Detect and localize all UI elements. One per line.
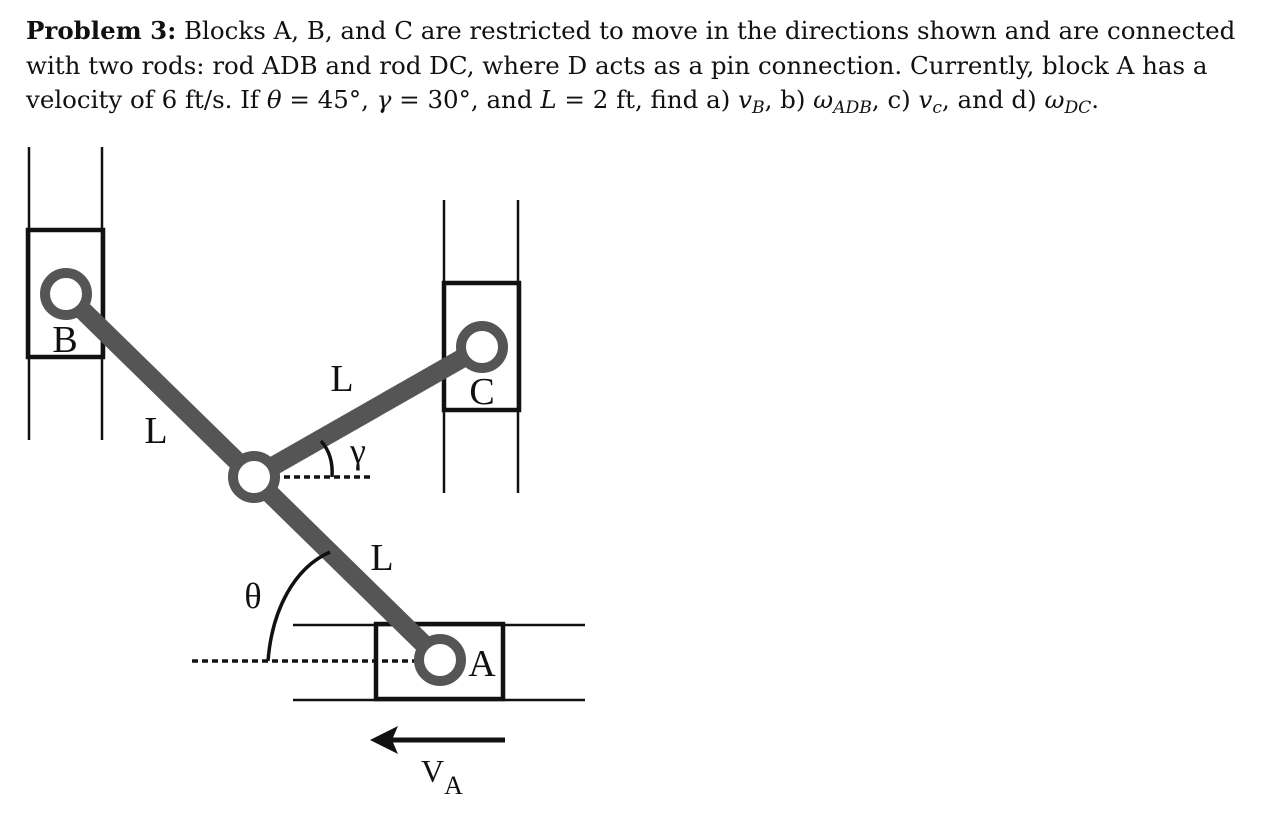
vb-symbol: v <box>738 85 752 114</box>
velocity-label <box>421 753 463 800</box>
theta-symbol: θ <box>266 85 282 114</box>
block-a-label: A <box>468 643 496 685</box>
vc-subscript: c <box>932 98 942 119</box>
block-b-label: B <box>52 319 78 361</box>
pin-a <box>419 639 461 681</box>
omega-dc-symbol: ω <box>1044 85 1065 114</box>
gamma-symbol: γ <box>376 85 392 114</box>
omega-adb-subscript: ADB <box>833 98 872 119</box>
gamma-value: = 30°, and <box>391 85 541 114</box>
problem-label: Problem 3: <box>26 16 177 45</box>
part-d-text: , and d) <box>941 85 1045 114</box>
part-b-text: , b) <box>764 85 814 114</box>
problem-intro: Blocks A, B, and C are restricted to move in the directions shown and are connected with two rods: rod ADB and rod DC, where D acts as a pin connection. Currently, block A has a velocity of 6 ft/s. If <box>26 16 1236 114</box>
rod-dc-length-label: L <box>330 358 354 400</box>
omega-adb-symbol: ω <box>813 85 834 114</box>
velocity-symbol: V <box>421 753 445 789</box>
vb-subscript: B <box>751 98 765 119</box>
length-symbol: L <box>540 85 557 114</box>
theta-arc <box>268 552 330 661</box>
pin-c <box>461 326 503 368</box>
part-c-text: , c) <box>871 85 919 114</box>
period: . <box>1091 85 1100 114</box>
vc-symbol: v <box>918 85 933 114</box>
block-c-label: C <box>469 371 495 413</box>
rod-bd-length-label: L <box>144 410 168 452</box>
theta-value: = 45°, <box>281 85 377 114</box>
gamma-label: γ <box>350 431 366 471</box>
length-value: = 2 ft, find a) <box>556 85 739 114</box>
omega-dc-subscript: DC <box>1064 98 1092 119</box>
velocity-subscript: A <box>444 771 463 800</box>
pin-d <box>233 456 275 498</box>
pin-b <box>45 273 87 315</box>
rod-da-length-label: L <box>370 537 394 579</box>
theta-label: θ <box>244 576 262 616</box>
